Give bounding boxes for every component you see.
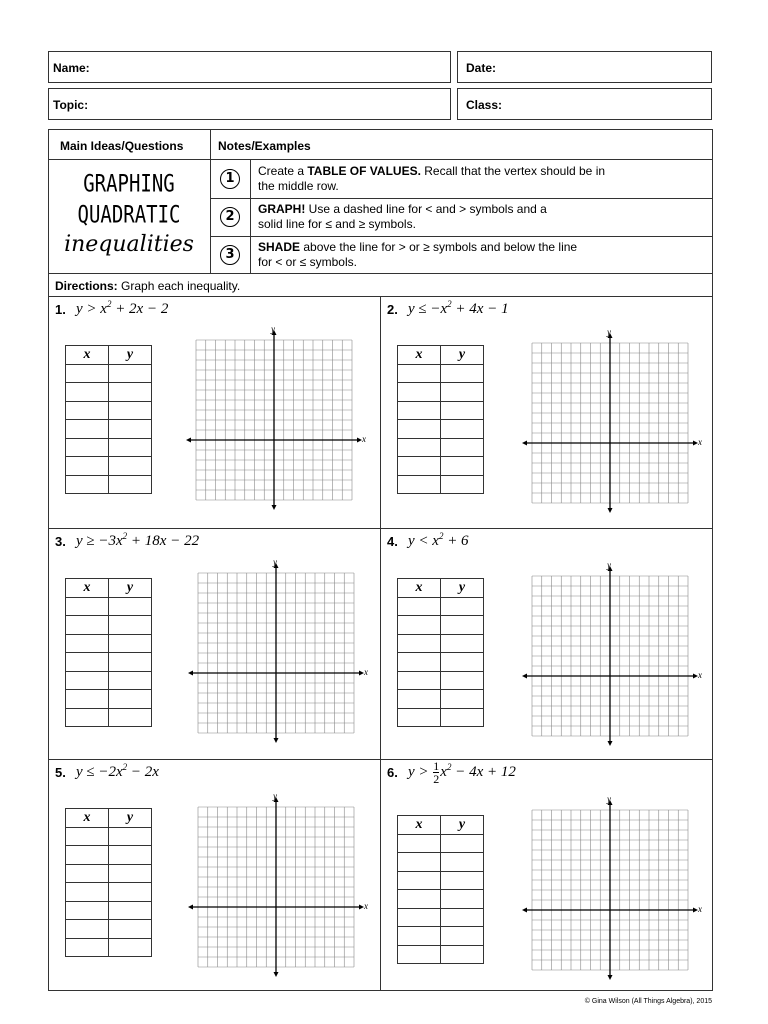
y-value-cell[interactable] xyxy=(109,883,152,902)
step-row-divider-2 xyxy=(210,236,713,237)
step-1-number: 1 xyxy=(220,169,240,189)
y-value-cell[interactable] xyxy=(109,616,152,635)
y-value-cell[interactable] xyxy=(109,475,152,494)
problem-1-values-table xyxy=(65,345,152,494)
table-row xyxy=(398,945,484,964)
axis-arrowhead xyxy=(522,908,527,913)
table-row xyxy=(66,438,152,457)
x-value-cell[interactable] xyxy=(398,634,441,653)
table-header-x: x xyxy=(398,816,441,835)
directions xyxy=(55,279,240,293)
name-label: Name: xyxy=(53,61,90,75)
table-row xyxy=(398,383,484,402)
x-value-cell[interactable] xyxy=(398,708,441,727)
table-row xyxy=(398,871,484,890)
table-row xyxy=(398,420,484,439)
problem-3-coordinate-grid[interactable] xyxy=(188,561,368,745)
y-value-cell[interactable] xyxy=(441,653,484,672)
problem-5-inequality: $y \le -2x^2 - 2x$ xyxy=(76,762,159,780)
y-value-cell[interactable] xyxy=(441,945,484,964)
x-value-cell[interactable] xyxy=(398,597,441,616)
y-axis-label: y xyxy=(273,557,277,567)
axis-arrowhead xyxy=(188,671,193,676)
x-value-cell[interactable] xyxy=(398,690,441,709)
problem-1-number: 1. xyxy=(55,302,66,317)
steps-bottom-divider xyxy=(48,273,713,274)
y-value-cell[interactable] xyxy=(441,634,484,653)
x-value-cell[interactable] xyxy=(66,708,109,727)
table-header-x: x xyxy=(66,809,109,828)
problem-6-number: 6. xyxy=(387,765,398,780)
y-value-cell[interactable] xyxy=(109,364,152,383)
y-value-cell[interactable] xyxy=(441,908,484,927)
topic-label: Topic: xyxy=(53,98,89,112)
y-value-cell[interactable] xyxy=(109,597,152,616)
table-row xyxy=(66,383,152,402)
table-header-y: y xyxy=(441,816,484,835)
table-row xyxy=(66,846,152,865)
y-value-cell[interactable] xyxy=(441,438,484,457)
y-value-cell[interactable] xyxy=(109,457,152,476)
problem-5-coordinate-grid[interactable] xyxy=(188,795,368,979)
notes-examples-header: Notes/Examples xyxy=(218,139,311,153)
problem-4-inequality: $y < x^2 + 6$ xyxy=(408,531,469,549)
y-value-cell[interactable] xyxy=(441,708,484,727)
x-value-cell[interactable] xyxy=(66,846,109,865)
step-3-number: 3 xyxy=(220,245,240,265)
title-block xyxy=(48,161,210,273)
problem-3-values-table xyxy=(65,578,152,727)
problem-4-values-table xyxy=(397,578,484,727)
x-axis-label: x xyxy=(364,667,368,677)
y-value-cell[interactable] xyxy=(109,634,152,653)
y-value-cell[interactable] xyxy=(441,890,484,909)
table-row xyxy=(66,864,152,883)
x-value-cell[interactable] xyxy=(398,616,441,635)
table-row xyxy=(398,890,484,909)
y-value-cell[interactable] xyxy=(441,420,484,439)
x-value-cell[interactable] xyxy=(398,475,441,494)
y-value-cell[interactable] xyxy=(109,827,152,846)
main-ideas-header: Main Ideas/Questions xyxy=(60,139,184,153)
table-row xyxy=(66,671,152,690)
x-value-cell[interactable] xyxy=(398,871,441,890)
y-value-cell[interactable] xyxy=(441,457,484,476)
axis-arrowhead xyxy=(608,741,613,746)
x-value-cell[interactable] xyxy=(66,690,109,709)
axis-arrowhead xyxy=(272,505,277,510)
y-value-cell[interactable] xyxy=(441,927,484,946)
axis-arrowhead xyxy=(188,905,193,910)
y-value-cell[interactable] xyxy=(441,871,484,890)
y-axis-label: y xyxy=(607,560,611,570)
table-header-y: y xyxy=(109,346,152,365)
directions-label: Directions: xyxy=(55,279,118,293)
x-value-cell[interactable] xyxy=(66,597,109,616)
column-divider xyxy=(210,129,211,273)
problem-row-divider-1 xyxy=(48,528,713,529)
x-axis-label: x xyxy=(698,670,702,680)
table-row xyxy=(66,653,152,672)
table-row xyxy=(398,834,484,853)
problem-2-number: 2. xyxy=(387,302,398,317)
y-value-cell[interactable] xyxy=(109,920,152,939)
x-value-cell[interactable] xyxy=(66,401,109,420)
x-value-cell[interactable] xyxy=(66,383,109,402)
table-row xyxy=(398,927,484,946)
problem-row-divider-2 xyxy=(48,759,713,760)
y-value-cell[interactable] xyxy=(441,597,484,616)
table-row xyxy=(66,938,152,957)
x-value-cell[interactable] xyxy=(398,438,441,457)
table-row xyxy=(398,653,484,672)
problem-6-inequality: y > $\frac{1}{2}$ $x^2 - 4x + 12$ xyxy=(408,759,516,786)
x-value-cell[interactable] xyxy=(398,383,441,402)
y-value-cell[interactable] xyxy=(441,834,484,853)
x-value-cell[interactable] xyxy=(398,671,441,690)
title-quadratic: QUADRATIC xyxy=(77,201,181,229)
y-value-cell[interactable] xyxy=(109,401,152,420)
table-row xyxy=(66,457,152,476)
table-row xyxy=(398,364,484,383)
axis-arrowhead xyxy=(522,441,527,446)
x-value-cell[interactable] xyxy=(398,401,441,420)
problem-1-coordinate-grid[interactable] xyxy=(186,328,366,512)
axis-arrowhead xyxy=(608,508,613,513)
table-row xyxy=(66,597,152,616)
step-2-text: GRAPH! Use a dashed line for < and > symbols and a solid line for ≤ and ≥ symbols. xyxy=(258,202,547,231)
x-value-cell[interactable] xyxy=(66,475,109,494)
problem-6-coordinate-grid[interactable] xyxy=(522,798,702,982)
table-row xyxy=(398,616,484,635)
table-header-x: x xyxy=(398,579,441,598)
table-row xyxy=(66,690,152,709)
problem-2-coordinate-grid[interactable] xyxy=(522,331,702,515)
x-value-cell[interactable] xyxy=(66,901,109,920)
y-value-cell[interactable] xyxy=(109,420,152,439)
class-label: Class: xyxy=(466,98,503,112)
x-value-cell[interactable] xyxy=(66,864,109,883)
problem-4-coordinate-grid[interactable] xyxy=(522,564,702,748)
x-value-cell[interactable] xyxy=(66,938,109,957)
problem-2-values-table xyxy=(397,345,484,494)
x-value-cell[interactable] xyxy=(66,438,109,457)
table-header-y: y xyxy=(109,809,152,828)
table-row xyxy=(66,616,152,635)
x-value-cell[interactable] xyxy=(66,364,109,383)
table-row xyxy=(398,908,484,927)
y-value-cell[interactable] xyxy=(109,653,152,672)
x-value-cell[interactable] xyxy=(398,653,441,672)
table-row xyxy=(398,457,484,476)
problem-2-inequality: $y \le -x^2 + 4x - 1$ xyxy=(408,299,509,317)
y-axis-label: y xyxy=(607,794,611,804)
topic-field[interactable] xyxy=(48,88,451,120)
problem-1-inequality: $y > x^2 + 2x - 2$ xyxy=(76,299,169,317)
table-row xyxy=(66,420,152,439)
x-value-cell[interactable] xyxy=(66,883,109,902)
table-row xyxy=(66,475,152,494)
table-row xyxy=(66,920,152,939)
directions-text: Graph each inequality. xyxy=(117,279,241,293)
y-value-cell[interactable] xyxy=(441,383,484,402)
table-row xyxy=(66,883,152,902)
x-value-cell[interactable] xyxy=(66,420,109,439)
table-header-y: y xyxy=(441,579,484,598)
problem-column-divider xyxy=(380,296,381,991)
y-value-cell[interactable] xyxy=(109,438,152,457)
table-row xyxy=(398,690,484,709)
step-1-text: Create a TABLE OF VALUES. Recall that the vertex should be in the middle row. xyxy=(258,164,606,193)
x-value-cell[interactable] xyxy=(66,616,109,635)
table-row xyxy=(398,438,484,457)
name-field[interactable] xyxy=(48,51,451,83)
table-row xyxy=(66,708,152,727)
table-row xyxy=(398,475,484,494)
table-header-x: x xyxy=(398,346,441,365)
title-inequalities: inequalities xyxy=(64,232,194,257)
y-axis-label: y xyxy=(271,324,275,334)
x-value-cell[interactable] xyxy=(398,927,441,946)
problem-3-inequality: $y \ge -3x^2 + 18x - 22$ xyxy=(76,531,200,549)
table-header-y: y xyxy=(109,579,152,598)
y-value-cell[interactable] xyxy=(441,853,484,872)
y-value-cell[interactable] xyxy=(109,671,152,690)
table-row xyxy=(398,853,484,872)
y-value-cell[interactable] xyxy=(441,616,484,635)
problem-5-values-table xyxy=(65,808,152,957)
x-value-cell[interactable] xyxy=(66,653,109,672)
y-value-cell[interactable] xyxy=(441,475,484,494)
fraction: $\frac{1}{2}$ xyxy=(433,759,440,786)
table-row xyxy=(398,401,484,420)
table-row xyxy=(398,708,484,727)
x-axis-label: x xyxy=(362,434,366,444)
x-value-cell[interactable] xyxy=(398,364,441,383)
axis-arrowhead xyxy=(274,972,279,977)
date-field[interactable] xyxy=(457,51,712,83)
class-field[interactable] xyxy=(457,88,712,120)
problem-6-values-table xyxy=(397,815,484,964)
table-row xyxy=(66,634,152,653)
table-row xyxy=(398,634,484,653)
step-number-divider xyxy=(250,160,251,273)
table-row xyxy=(66,364,152,383)
x-value-cell[interactable] xyxy=(398,853,441,872)
y-axis-label: y xyxy=(273,791,277,801)
copyright-footer: © Gina Wilson (All Things Algebra), 2015 xyxy=(584,998,712,1005)
x-value-cell[interactable] xyxy=(398,945,441,964)
table-header-x: x xyxy=(66,346,109,365)
x-value-cell[interactable] xyxy=(66,920,109,939)
title-graphing: GRAPHING xyxy=(83,170,175,198)
x-axis-label: x xyxy=(698,437,702,447)
table-row xyxy=(66,401,152,420)
table-row xyxy=(398,597,484,616)
table-row xyxy=(66,827,152,846)
y-value-cell[interactable] xyxy=(441,671,484,690)
y-value-cell[interactable] xyxy=(109,901,152,920)
x-axis-label: x xyxy=(364,901,368,911)
x-value-cell[interactable] xyxy=(398,457,441,476)
x-value-cell[interactable] xyxy=(66,457,109,476)
x-value-cell[interactable] xyxy=(398,908,441,927)
y-value-cell[interactable] xyxy=(109,846,152,865)
y-value-cell[interactable] xyxy=(109,708,152,727)
table-header-x: x xyxy=(66,579,109,598)
y-value-cell[interactable] xyxy=(441,364,484,383)
table-row xyxy=(398,671,484,690)
table-row xyxy=(66,901,152,920)
axis-arrowhead xyxy=(608,975,613,980)
x-value-cell[interactable] xyxy=(398,890,441,909)
y-value-cell[interactable] xyxy=(109,938,152,957)
table-header-y: y xyxy=(441,346,484,365)
step-2-number: 2 xyxy=(220,207,240,227)
y-value-cell[interactable] xyxy=(109,383,152,402)
y-value-cell[interactable] xyxy=(441,401,484,420)
y-value-cell[interactable] xyxy=(109,864,152,883)
y-value-cell[interactable] xyxy=(109,690,152,709)
x-value-cell[interactable] xyxy=(66,671,109,690)
x-value-cell[interactable] xyxy=(66,634,109,653)
problem-4-number: 4. xyxy=(387,534,398,549)
x-value-cell[interactable] xyxy=(66,827,109,846)
axis-arrowhead xyxy=(274,738,279,743)
axis-arrowhead xyxy=(522,674,527,679)
date-label: Date: xyxy=(466,61,497,75)
x-axis-label: x xyxy=(698,904,702,914)
y-value-cell[interactable] xyxy=(441,690,484,709)
problem-5-number: 5. xyxy=(55,765,66,780)
axis-arrowhead xyxy=(186,438,191,443)
y-axis-label: y xyxy=(607,327,611,337)
problem-3-number: 3. xyxy=(55,534,66,549)
x-value-cell[interactable] xyxy=(398,420,441,439)
x-value-cell[interactable] xyxy=(398,834,441,853)
step-3-text: SHADE above the line for > or ≥ symbols and below the line for < or ≤ symbols. xyxy=(258,240,578,269)
step-row-divider-1 xyxy=(210,198,713,199)
